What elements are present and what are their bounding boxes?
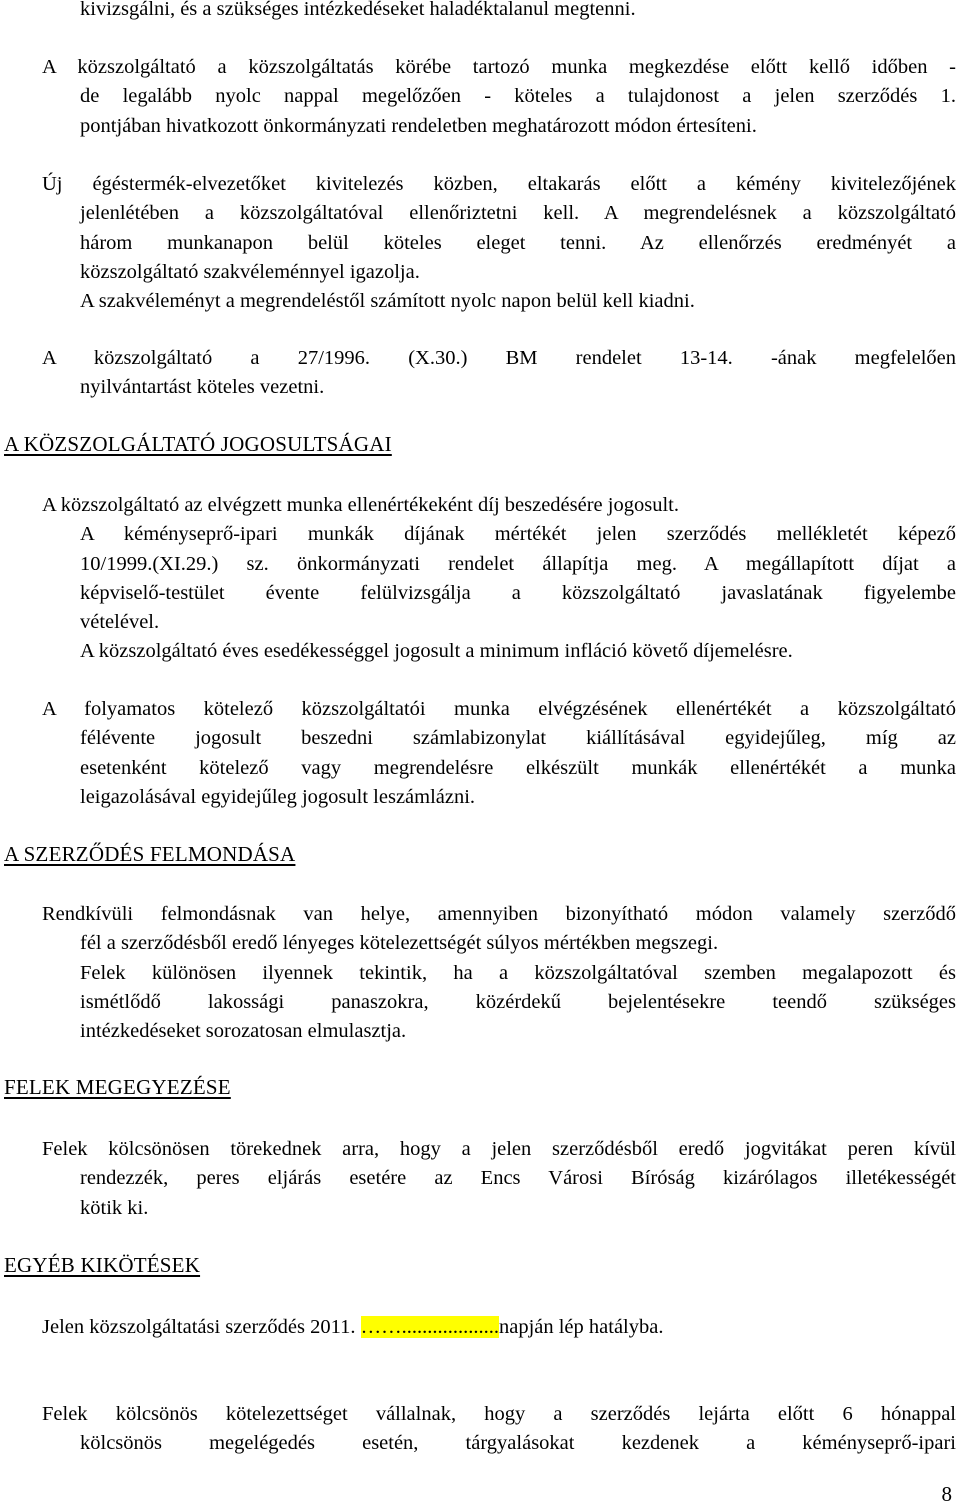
- section-heading-agreement: FELEK MEGEGYEZÉSE: [4, 1075, 231, 1099]
- section-heading-other: EGYÉB KIKÖTÉSEK: [4, 1253, 201, 1277]
- section-heading-rights: A KÖZSZOLGÁLTATÓ JOGOSULTSÁGAI: [4, 432, 392, 456]
- text-line: kölcsönös megelégedés esetén, tárgyalásokat kezdenek a kéményseprő-ipari: [80, 1432, 956, 1455]
- paragraph-4: [42, 491, 956, 667]
- text-line: vételével.: [80, 611, 160, 634]
- text-line: nyilvántartást köteles vezetni.: [80, 376, 325, 399]
- effective-date-prefix: Jelen közszolgáltatási szerződés 2011.: [42, 1316, 361, 1338]
- text-line: A közszolgáltató a közszolgáltatás körébe tartozó munka megkezdése előtt kellő időben -: [42, 56, 956, 78]
- text-line: de legalább nyolc nappal megelőzően - köteles a tulajdonost a jelen szerződés 1.: [80, 85, 956, 108]
- paragraph-1: [42, 53, 956, 141]
- paragraph-2: [42, 170, 956, 316]
- text-line: 10/1999.(XI.29.) sz. önkormányzati rendelet állapítja meg. A megállapított díjat a: [80, 552, 956, 575]
- text-line: pontjában hivatkozott önkormányzati rendeletben meghatározott módon értesíteni.: [80, 114, 757, 137]
- text-line: A folyamatos kötelező közszolgáltatói munka elvégzésének ellenértékét a közszolgáltató: [42, 698, 956, 720]
- text-line: kivizsgálni, és a szükséges intézkedéseket haladéktalanul megtenni.: [80, 0, 636, 20]
- section-heading-termination: A SZERZŐDÉS FELMONDÁSA: [4, 842, 296, 866]
- text-line: három munkanapon belül köteles eleget tenni. Az ellenőrzés eredményét a: [80, 231, 956, 254]
- text-line: esetenként kötelező vagy megrendelésre elkészült munkák ellenértékét a munka: [80, 756, 956, 779]
- text-line: [42, 1313, 956, 1342]
- text-line: félévente jogosult beszedni számlabizonylat kiállításával egyidejűleg, míg az: [80, 727, 956, 750]
- date-placeholder-highlight: ……...................: [360, 1316, 499, 1338]
- paragraph-0: [42, 0, 956, 24]
- text-line: Felek kölcsönösen törekednek arra, hogy a jelen szerződésből eredő jogvitákat peren kívül: [42, 1138, 956, 1160]
- effective-date-suffix: napján lép hatályba.: [498, 1316, 664, 1338]
- paragraph-7: [42, 1135, 956, 1223]
- text-line: A kéményseprő-ipari munkák díjának mértékét jelen szerződés mellékletét képező: [80, 523, 956, 546]
- paragraph-6: [42, 900, 956, 1046]
- text-line: jelenlétében a közszolgáltatóval ellenőriztetni kell. A megrendelésnek a közszolgáltató: [80, 202, 956, 225]
- page-number: 8: [941, 1482, 952, 1506]
- paragraph-8: [42, 1313, 956, 1342]
- paragraph-9: [42, 1400, 956, 1459]
- text-line: A közszolgáltató éves esedékességgel jogosult a minimum infláció követő díjemelésre.: [80, 640, 793, 663]
- text-line: kötik ki.: [80, 1196, 149, 1219]
- text-line: Felek kölcsönös kötelezettséget vállalnak, hogy a szerződés lejárta előtt 6 hónappal: [42, 1403, 956, 1425]
- text-line: Felek különösen ilyennek tekintik, ha a közszolgáltatóval szemben megalapozott és: [80, 961, 956, 984]
- text-line: fél a szerződésből eredő lényeges kötelezettségét súlyos mértékben megszegi.: [80, 932, 719, 955]
- text-line: leigazolásával egyidejűleg jogosult leszámlázni.: [80, 785, 476, 808]
- paragraph-3: [42, 344, 956, 403]
- text-line: A közszolgáltató a 27/1996. (X.30.) BM rendelet 13-14. -ának megfelelően: [42, 347, 956, 369]
- text-line: képviselő-testület évente felülvizsgálja a közszolgáltató javaslatának figyelembe: [80, 581, 956, 604]
- text-line: Új égéstermék-elvezetőket kivitelezés közben, eltakarás előtt a kémény kivitelezőjének: [42, 173, 956, 195]
- paragraph-5: [42, 695, 956, 812]
- text-line: ismétlődő lakossági panaszokra, közérdekű bejelentésekre teendő szükséges: [80, 990, 956, 1013]
- text-line: Rendkívüli felmondásnak van helye, amennyiben bizonyítható módon valamely szerződő: [42, 903, 956, 925]
- text-line: közszolgáltató szakvéleménnyel igazolja.: [80, 260, 420, 283]
- text-line: A szakvéleményt a megrendeléstől számított nyolc napon belül kell kiadni.: [80, 290, 695, 313]
- text-line: A közszolgáltató az elvégzett munka ellenértékeként díj beszedésére jogosult.: [42, 494, 679, 516]
- text-line: rendezzék, peres eljárás esetére az Encs Városi Bíróság kizárólagos illetékességét: [80, 1167, 956, 1190]
- text-line: intézkedéseket sorozatosan elmulasztja.: [80, 1020, 407, 1043]
